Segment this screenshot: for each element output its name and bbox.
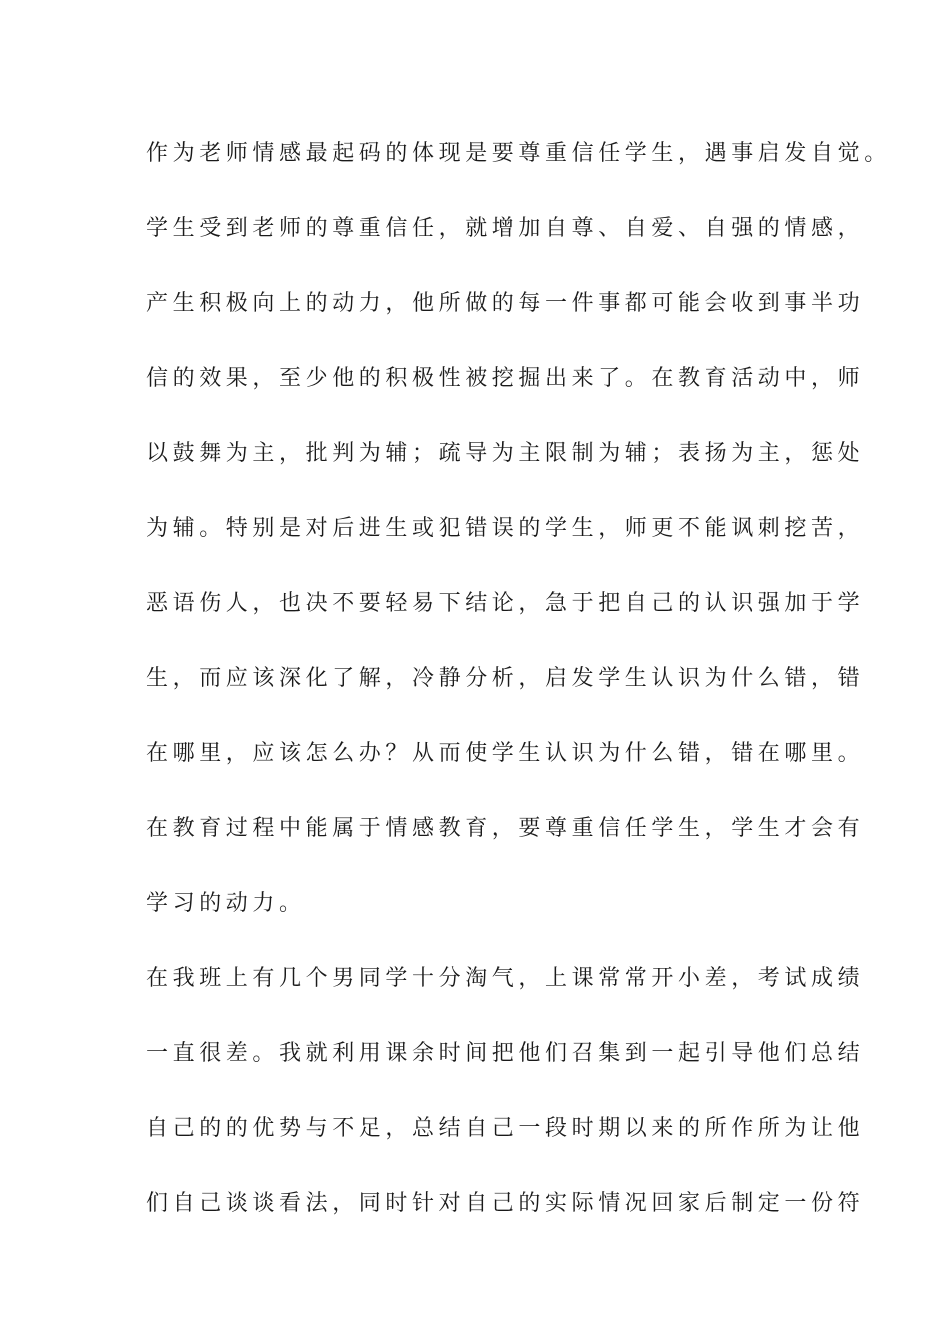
text-line: 为辅。特别是对后进生或犯错误的学生，师更不能讽刺挖苦， [146, 516, 865, 541]
text-line: 自己的的优势与不足，总结自己一段时期以来的所作所为让他 [146, 1116, 865, 1141]
text-line: 学习的动力。 [146, 891, 306, 916]
text-line: 信的效果，至少他的积极性被挖掘出来了。在教育活动中，师 [146, 366, 865, 391]
text-line: 在教育过程中能属于情感教育，要尊重信任学生，学生才会有 [146, 816, 865, 841]
text-line: 产生积极向上的动力，他所做的每一件事都可能会收到事半功 [146, 291, 865, 316]
body-text [146, 128, 891, 1253]
text-line: 以鼓舞为主，批判为辅；疏导为主限制为辅；表扬为主，惩处 [146, 441, 865, 466]
text-line: 生，而应该深化了解，冷静分析，启发学生认识为什么错，错 [146, 666, 865, 691]
text-line: 在哪里，应该怎么办？从而使学生认识为什么错，错在哪里。 [146, 741, 865, 766]
text-line: 作为老师情感最起码的体现是要尊重信任学生，遇事启发自觉。 [146, 141, 891, 166]
text-line: 恶语伤人，也决不要轻易下结论，急于把自己的认识强加于学 [146, 591, 865, 616]
text-line: 们自己谈谈看法，同时针对自己的实际情况回家后制定一份符 [146, 1191, 865, 1216]
text-line: 在我班上有几个男同学十分淘气，上课常常开小差，考试成绩 [146, 966, 865, 991]
text-line: 学生受到老师的尊重信任，就增加自尊、自爱、自强的情感， [146, 216, 865, 241]
text-line: 一直很差。我就利用课余时间把他们召集到一起引导他们总结 [146, 1041, 865, 1066]
